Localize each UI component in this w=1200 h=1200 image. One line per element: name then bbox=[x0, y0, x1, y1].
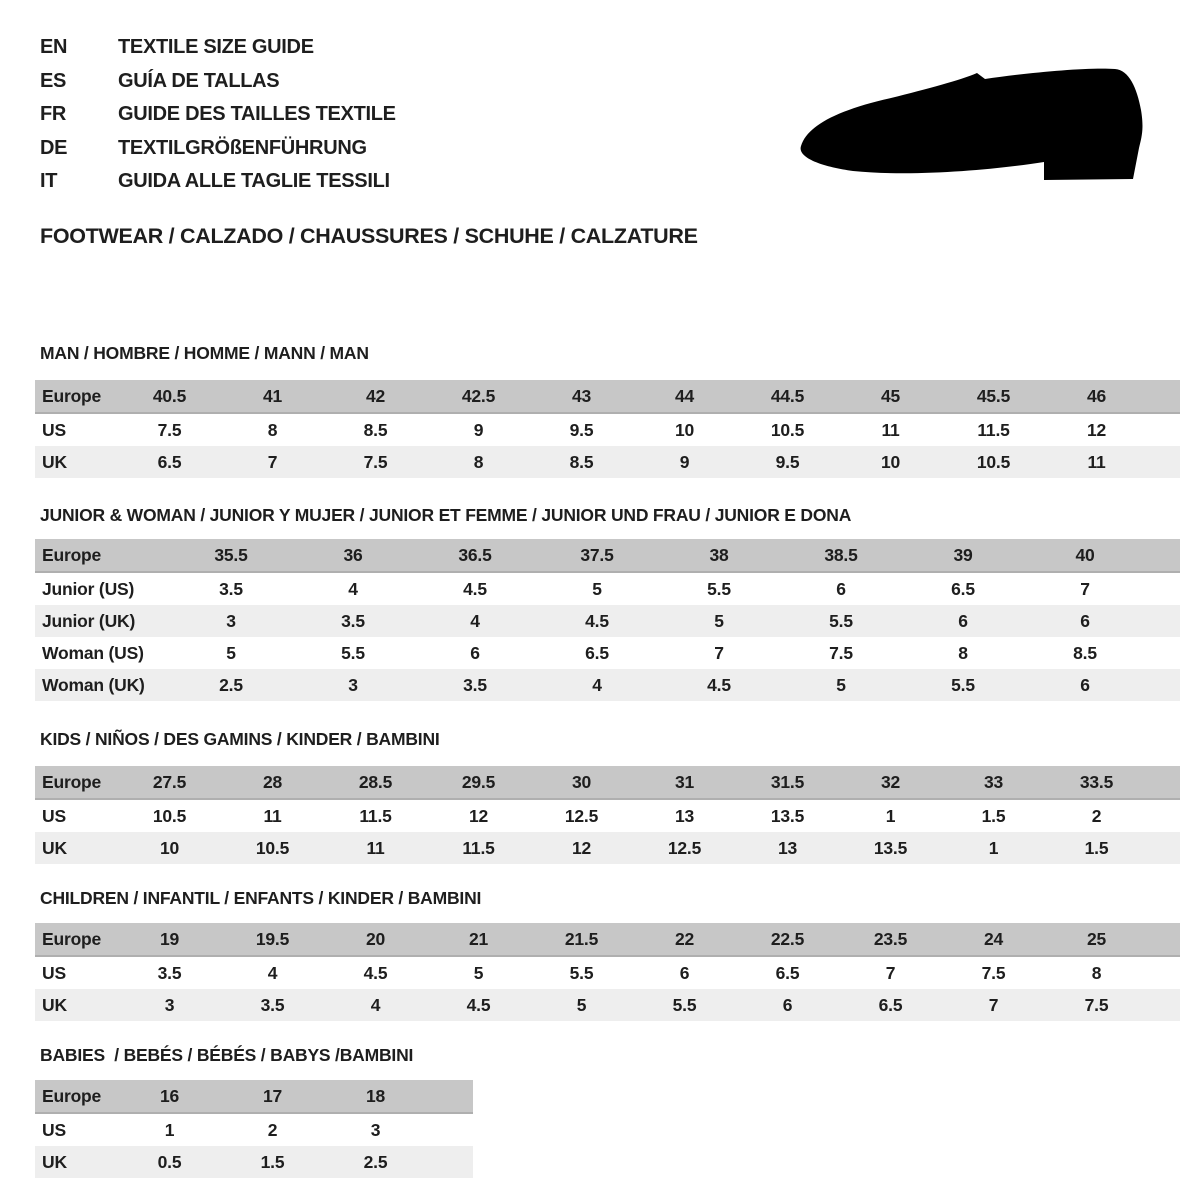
size-row bbox=[35, 956, 1180, 989]
size-cell: 8 bbox=[1045, 956, 1148, 989]
size-cell: 6.5 bbox=[839, 989, 942, 1021]
language-guide-label: GUÍA DE TALLAS bbox=[118, 69, 280, 92]
filler-cell bbox=[427, 1113, 473, 1146]
size-cell: 10.5 bbox=[736, 413, 839, 446]
size-cell: 4.5 bbox=[414, 572, 536, 605]
size-cell: 11 bbox=[221, 799, 324, 832]
size-cell: 6 bbox=[633, 956, 736, 989]
size-cell: 2.5 bbox=[324, 1146, 427, 1178]
filler-cell bbox=[1148, 832, 1180, 864]
size-row bbox=[35, 1113, 473, 1146]
size-cell: 28 bbox=[221, 766, 324, 799]
language-guide-label: GUIDA ALLE TAGLIE TESSILI bbox=[118, 170, 390, 193]
row-label: Junior (UK) bbox=[35, 605, 170, 637]
size-cell: 36.5 bbox=[414, 539, 536, 572]
size-cell: 12 bbox=[530, 832, 633, 864]
size-cell: 18 bbox=[324, 1080, 427, 1113]
size-cell: 3.5 bbox=[170, 572, 292, 605]
size-cell: 20 bbox=[324, 923, 427, 956]
size-cell: 38.5 bbox=[780, 539, 902, 572]
size-cell: 2.5 bbox=[170, 669, 292, 701]
size-cell: 8.5 bbox=[1024, 637, 1146, 669]
size-cell: 12 bbox=[427, 799, 530, 832]
size-cell: 16 bbox=[118, 1080, 221, 1113]
row-label: Europe bbox=[35, 380, 118, 413]
size-cell: 8 bbox=[221, 413, 324, 446]
size-cell: 8.5 bbox=[530, 446, 633, 478]
size-cell: 5 bbox=[536, 572, 658, 605]
size-cell: 7 bbox=[658, 637, 780, 669]
size-cell: 39 bbox=[902, 539, 1024, 572]
size-cell: 12.5 bbox=[530, 799, 633, 832]
size-cell: 4 bbox=[414, 605, 536, 637]
size-cell: 12.5 bbox=[633, 832, 736, 864]
size-cell: 11.5 bbox=[942, 413, 1045, 446]
size-cell: 4 bbox=[536, 669, 658, 701]
size-cell: 10.5 bbox=[942, 446, 1045, 478]
size-cell: 4.5 bbox=[536, 605, 658, 637]
language-code: IT bbox=[40, 170, 58, 193]
size-row bbox=[35, 637, 1180, 669]
shoe-icon bbox=[795, 58, 1145, 188]
size-cell: 29.5 bbox=[427, 766, 530, 799]
size-row bbox=[35, 669, 1180, 701]
size-cell: 13 bbox=[736, 832, 839, 864]
size-cell: 3.5 bbox=[221, 989, 324, 1021]
size-cell: 11 bbox=[839, 413, 942, 446]
language-guide-label: TEXTILGRÖßENFÜHRUNG bbox=[118, 136, 367, 159]
size-cell: 6 bbox=[1024, 605, 1146, 637]
size-cell: 11 bbox=[1045, 446, 1148, 478]
size-table-man bbox=[35, 380, 1180, 478]
filler-cell bbox=[1148, 380, 1180, 413]
size-cell: 6.5 bbox=[902, 572, 1024, 605]
scale-header-row bbox=[35, 766, 1180, 799]
size-cell: 22 bbox=[633, 923, 736, 956]
size-cell: 35.5 bbox=[170, 539, 292, 572]
filler-cell bbox=[1148, 923, 1180, 956]
filler-cell bbox=[1146, 539, 1180, 572]
size-cell: 21 bbox=[427, 923, 530, 956]
size-cell: 31.5 bbox=[736, 766, 839, 799]
filler-cell bbox=[1148, 989, 1180, 1021]
shoe-icon-path bbox=[801, 69, 1143, 180]
scale-header-row bbox=[35, 380, 1180, 413]
size-cell: 1 bbox=[118, 1113, 221, 1146]
size-cell: 6.5 bbox=[736, 956, 839, 989]
size-cell: 11.5 bbox=[324, 799, 427, 832]
size-cell: 0.5 bbox=[118, 1146, 221, 1178]
size-cell: 4.5 bbox=[324, 956, 427, 989]
size-cell: 4.5 bbox=[658, 669, 780, 701]
size-cell: 41 bbox=[221, 380, 324, 413]
size-row bbox=[35, 799, 1180, 832]
filler-cell bbox=[1146, 605, 1180, 637]
size-cell: 1 bbox=[942, 832, 1045, 864]
row-label: Europe bbox=[35, 539, 170, 572]
scale-header-row bbox=[35, 923, 1180, 956]
size-cell: 1 bbox=[839, 799, 942, 832]
size-cell: 7.5 bbox=[942, 956, 1045, 989]
section-title-man: MAN / HOMBRE / HOMME / MANN / MAN bbox=[40, 343, 369, 363]
size-cell: 6 bbox=[736, 989, 839, 1021]
row-label: US bbox=[35, 1113, 118, 1146]
size-row bbox=[35, 446, 1180, 478]
size-cell: 8.5 bbox=[324, 413, 427, 446]
size-cell: 5.5 bbox=[658, 572, 780, 605]
size-cell: 3.5 bbox=[414, 669, 536, 701]
size-cell: 23.5 bbox=[839, 923, 942, 956]
size-cell: 7.5 bbox=[118, 413, 221, 446]
size-row bbox=[35, 605, 1180, 637]
size-cell: 22.5 bbox=[736, 923, 839, 956]
size-table-kids bbox=[35, 766, 1180, 864]
size-cell: 19.5 bbox=[221, 923, 324, 956]
language-code: EN bbox=[40, 36, 68, 59]
row-label: Woman (US) bbox=[35, 637, 170, 669]
size-table-children bbox=[35, 923, 1180, 1021]
size-cell: 1.5 bbox=[942, 799, 1045, 832]
size-cell: 6.5 bbox=[536, 637, 658, 669]
language-code: DE bbox=[40, 136, 68, 159]
size-cell: 13 bbox=[633, 799, 736, 832]
size-cell: 5.5 bbox=[633, 989, 736, 1021]
row-label: UK bbox=[35, 989, 118, 1021]
language-code: ES bbox=[40, 69, 67, 92]
size-cell: 5 bbox=[530, 989, 633, 1021]
section-title-junior-woman: JUNIOR & WOMAN / JUNIOR Y MUJER / JUNIOR ET FEMME / JUNIOR UND FRAU / JUNIOR E DONA bbox=[40, 505, 852, 525]
size-cell: 40 bbox=[1024, 539, 1146, 572]
filler-cell bbox=[1148, 956, 1180, 989]
size-cell: 1.5 bbox=[221, 1146, 324, 1178]
category-title: FOOTWEAR / CALZADO / CHAUSSURES / SCHUHE / CALZATURE bbox=[40, 224, 698, 248]
section-title-kids: KIDS / NIÑOS / DES GAMINS / KINDER / BAMBINI bbox=[40, 729, 440, 749]
size-cell: 7.5 bbox=[324, 446, 427, 478]
language-guide-label: TEXTILE SIZE GUIDE bbox=[118, 36, 314, 59]
size-cell: 21.5 bbox=[530, 923, 633, 956]
size-cell: 6.5 bbox=[118, 446, 221, 478]
language-header bbox=[40, 31, 396, 199]
row-label: Europe bbox=[35, 923, 118, 956]
size-row bbox=[35, 832, 1180, 864]
size-cell: 4 bbox=[292, 572, 414, 605]
size-cell: 4 bbox=[221, 956, 324, 989]
row-label: Junior (US) bbox=[35, 572, 170, 605]
size-cell: 7 bbox=[839, 956, 942, 989]
size-cell: 5.5 bbox=[530, 956, 633, 989]
section-title-children: CHILDREN / INFANTIL / ENFANTS / KINDER / BAMBINI bbox=[40, 888, 482, 908]
filler-cell bbox=[1148, 766, 1180, 799]
size-cell: 7.5 bbox=[1045, 989, 1148, 1021]
section-title-babies: BABIES / BEBÉS / BÉBÉS / BABYS /BAMBINI bbox=[40, 1045, 414, 1065]
size-cell: 33 bbox=[942, 766, 1045, 799]
size-cell: 43 bbox=[530, 380, 633, 413]
size-cell: 3.5 bbox=[292, 605, 414, 637]
size-cell: 19 bbox=[118, 923, 221, 956]
size-cell: 6 bbox=[414, 637, 536, 669]
size-cell: 3 bbox=[324, 1113, 427, 1146]
size-cell: 5.5 bbox=[292, 637, 414, 669]
size-cell: 42.5 bbox=[427, 380, 530, 413]
size-cell: 5 bbox=[780, 669, 902, 701]
size-cell: 5 bbox=[658, 605, 780, 637]
size-cell: 3.5 bbox=[118, 956, 221, 989]
size-cell: 10 bbox=[839, 446, 942, 478]
row-label: Woman (UK) bbox=[35, 669, 170, 701]
size-cell: 24 bbox=[942, 923, 1045, 956]
size-cell: 7 bbox=[942, 989, 1045, 1021]
size-row bbox=[35, 989, 1180, 1021]
size-cell: 44.5 bbox=[736, 380, 839, 413]
size-cell: 30 bbox=[530, 766, 633, 799]
size-cell: 17 bbox=[221, 1080, 324, 1113]
size-cell: 3 bbox=[292, 669, 414, 701]
filler-cell bbox=[1146, 637, 1180, 669]
filler-cell bbox=[1146, 669, 1180, 701]
size-cell: 44 bbox=[633, 380, 736, 413]
scale-header-row bbox=[35, 1080, 473, 1113]
row-label: UK bbox=[35, 1146, 118, 1178]
size-cell: 7 bbox=[221, 446, 324, 478]
size-cell: 11 bbox=[324, 832, 427, 864]
size-cell: 2 bbox=[1045, 799, 1148, 832]
size-cell: 6 bbox=[1024, 669, 1146, 701]
size-row bbox=[35, 413, 1180, 446]
filler-cell bbox=[1148, 799, 1180, 832]
size-cell: 7 bbox=[1024, 572, 1146, 605]
size-cell: 33.5 bbox=[1045, 766, 1148, 799]
filler-cell bbox=[1148, 413, 1180, 446]
size-cell: 5 bbox=[427, 956, 530, 989]
size-cell: 46 bbox=[1045, 380, 1148, 413]
row-label: UK bbox=[35, 832, 118, 864]
size-cell: 9 bbox=[427, 413, 530, 446]
row-label: Europe bbox=[35, 766, 118, 799]
size-row bbox=[35, 1146, 473, 1178]
size-cell: 5.5 bbox=[902, 669, 1024, 701]
size-cell: 9.5 bbox=[530, 413, 633, 446]
row-label: UK bbox=[35, 446, 118, 478]
size-cell: 4.5 bbox=[427, 989, 530, 1021]
language-code: FR bbox=[40, 103, 67, 126]
size-cell: 8 bbox=[902, 637, 1024, 669]
size-cell: 13.5 bbox=[839, 832, 942, 864]
size-cell: 42 bbox=[324, 380, 427, 413]
size-cell: 40.5 bbox=[118, 380, 221, 413]
size-cell: 5 bbox=[170, 637, 292, 669]
language-row bbox=[40, 132, 396, 166]
size-cell: 31 bbox=[633, 766, 736, 799]
size-cell: 10.5 bbox=[118, 799, 221, 832]
size-cell: 12 bbox=[1045, 413, 1148, 446]
language-row bbox=[40, 98, 396, 132]
filler-cell bbox=[427, 1080, 473, 1113]
row-label: Europe bbox=[35, 1080, 118, 1113]
size-cell: 8 bbox=[427, 446, 530, 478]
size-cell: 28.5 bbox=[324, 766, 427, 799]
size-cell: 11.5 bbox=[427, 832, 530, 864]
language-guide-label: GUIDE DES TAILLES TEXTILE bbox=[118, 103, 396, 126]
size-cell: 6 bbox=[780, 572, 902, 605]
size-cell: 25 bbox=[1045, 923, 1148, 956]
size-table-junior-woman bbox=[35, 539, 1180, 701]
size-cell: 10 bbox=[118, 832, 221, 864]
size-cell: 3 bbox=[170, 605, 292, 637]
size-cell: 38 bbox=[658, 539, 780, 572]
size-row bbox=[35, 572, 1180, 605]
row-label: US bbox=[35, 413, 118, 446]
size-cell: 10.5 bbox=[221, 832, 324, 864]
filler-cell bbox=[1146, 572, 1180, 605]
size-cell: 27.5 bbox=[118, 766, 221, 799]
size-cell: 1.5 bbox=[1045, 832, 1148, 864]
size-cell: 13.5 bbox=[736, 799, 839, 832]
size-cell: 5.5 bbox=[780, 605, 902, 637]
row-label: US bbox=[35, 956, 118, 989]
size-cell: 45.5 bbox=[942, 380, 1045, 413]
language-row bbox=[40, 165, 396, 199]
scale-header-row bbox=[35, 539, 1180, 572]
size-cell: 4 bbox=[324, 989, 427, 1021]
size-table-babies bbox=[35, 1080, 473, 1178]
size-cell: 2 bbox=[221, 1113, 324, 1146]
size-cell: 36 bbox=[292, 539, 414, 572]
filler-cell bbox=[427, 1146, 473, 1178]
filler-cell bbox=[1148, 446, 1180, 478]
row-label: US bbox=[35, 799, 118, 832]
size-cell: 9 bbox=[633, 446, 736, 478]
language-row bbox=[40, 65, 396, 99]
size-cell: 45 bbox=[839, 380, 942, 413]
size-cell: 6 bbox=[902, 605, 1024, 637]
size-cell: 7.5 bbox=[780, 637, 902, 669]
size-cell: 9.5 bbox=[736, 446, 839, 478]
size-cell: 3 bbox=[118, 989, 221, 1021]
size-cell: 37.5 bbox=[536, 539, 658, 572]
size-cell: 32 bbox=[839, 766, 942, 799]
language-row bbox=[40, 31, 396, 65]
size-cell: 10 bbox=[633, 413, 736, 446]
